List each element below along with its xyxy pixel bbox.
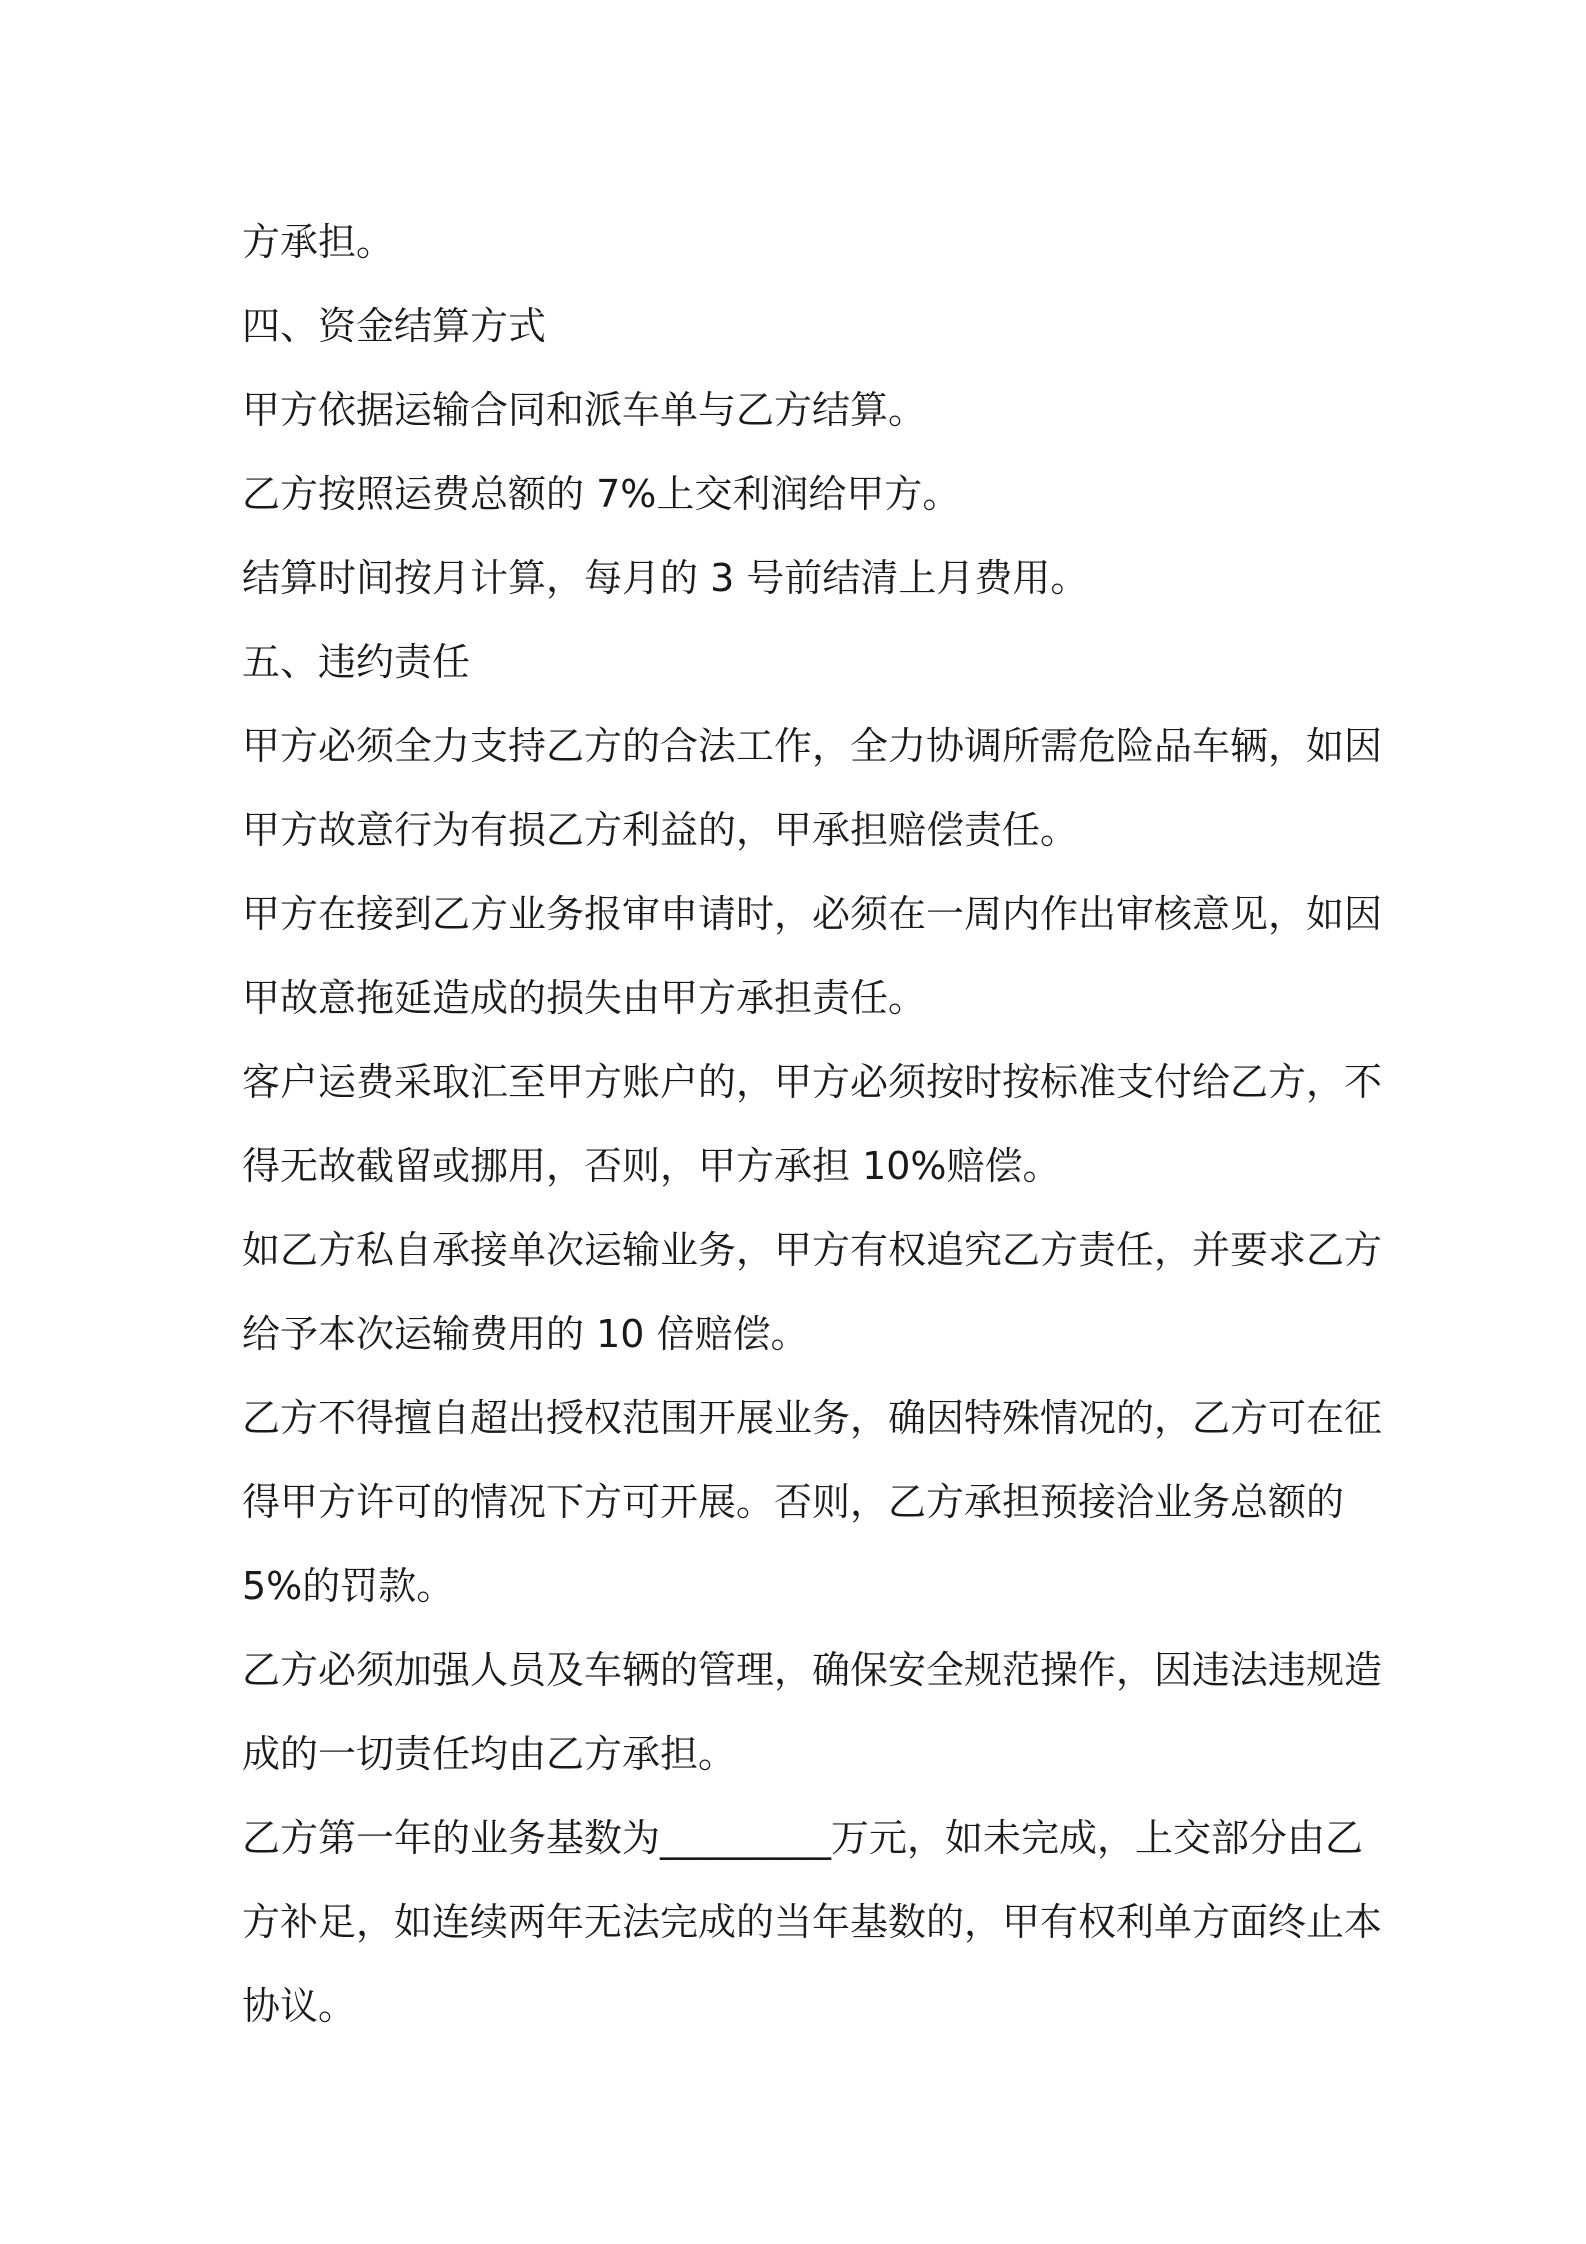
text-line: 方承担。 <box>242 220 395 264</box>
text-line: 结算时间按月计算，每月的 3 号前结清上月费用。 <box>242 556 1089 600</box>
text-line: 甲故意拖延造成的损失由甲方承担责任。 <box>242 976 927 1020</box>
text-line: 乙方不得擅自超出授权范围开展业务，确因特殊情况的，乙方可在征 <box>242 1396 1383 1440</box>
text-line: 如乙方私自承接单次运输业务，甲方有权追究乙方责任，并要求乙方 <box>242 1228 1383 1272</box>
text-line: 甲方必须全力支持乙方的合法工作，全力协调所需危险品车辆，如因 <box>242 724 1383 768</box>
text-line: 乙方按照运费总额的 7%上交利润给甲方。 <box>242 472 961 516</box>
text-line: 得无故截留或挪用，否则，甲方承担 10%赔偿。 <box>242 1144 1061 1188</box>
text-line: 甲方依据运输合同和派车单与乙方结算。 <box>242 388 927 432</box>
text-line: 甲方故意行为有损乙方利益的，甲承担赔偿责任。 <box>242 808 1079 852</box>
document-page <box>242 200 1383 2048</box>
text-line: 乙方第一年的业务基数为_________万元，如未完成，上交部分由乙 <box>242 1816 1364 1860</box>
text-line: 成的一切责任均由乙方承担。 <box>242 1732 737 1776</box>
text-line: 协议。 <box>242 1984 357 2028</box>
text-line: 5%的罚款。 <box>242 1564 455 1608</box>
text-line: 给予本次运输费用的 10 倍赔偿。 <box>242 1312 809 1356</box>
text-line: 方补足，如连续两年无法完成的当年基数的，甲有权利单方面终止本 <box>242 1900 1383 1944</box>
text-line: 得甲方许可的情况下方可开展。否则，乙方承担预接洽业务总额的 <box>242 1480 1345 1524</box>
text-line: 甲方在接到乙方业务报审申请时，必须在一周内作出审核意见，如因 <box>242 892 1383 936</box>
section-heading-liability: 五、违约责任 <box>242 640 471 684</box>
text-line: 乙方必须加强人员及车辆的管理，确保安全规范操作，因违法违规造 <box>242 1648 1383 1692</box>
section-heading-settlement: 四、资金结算方式 <box>242 304 547 348</box>
text-line: 客户运费采取汇至甲方账户的，甲方必须按时按标准支付给乙方，不 <box>242 1060 1383 1104</box>
